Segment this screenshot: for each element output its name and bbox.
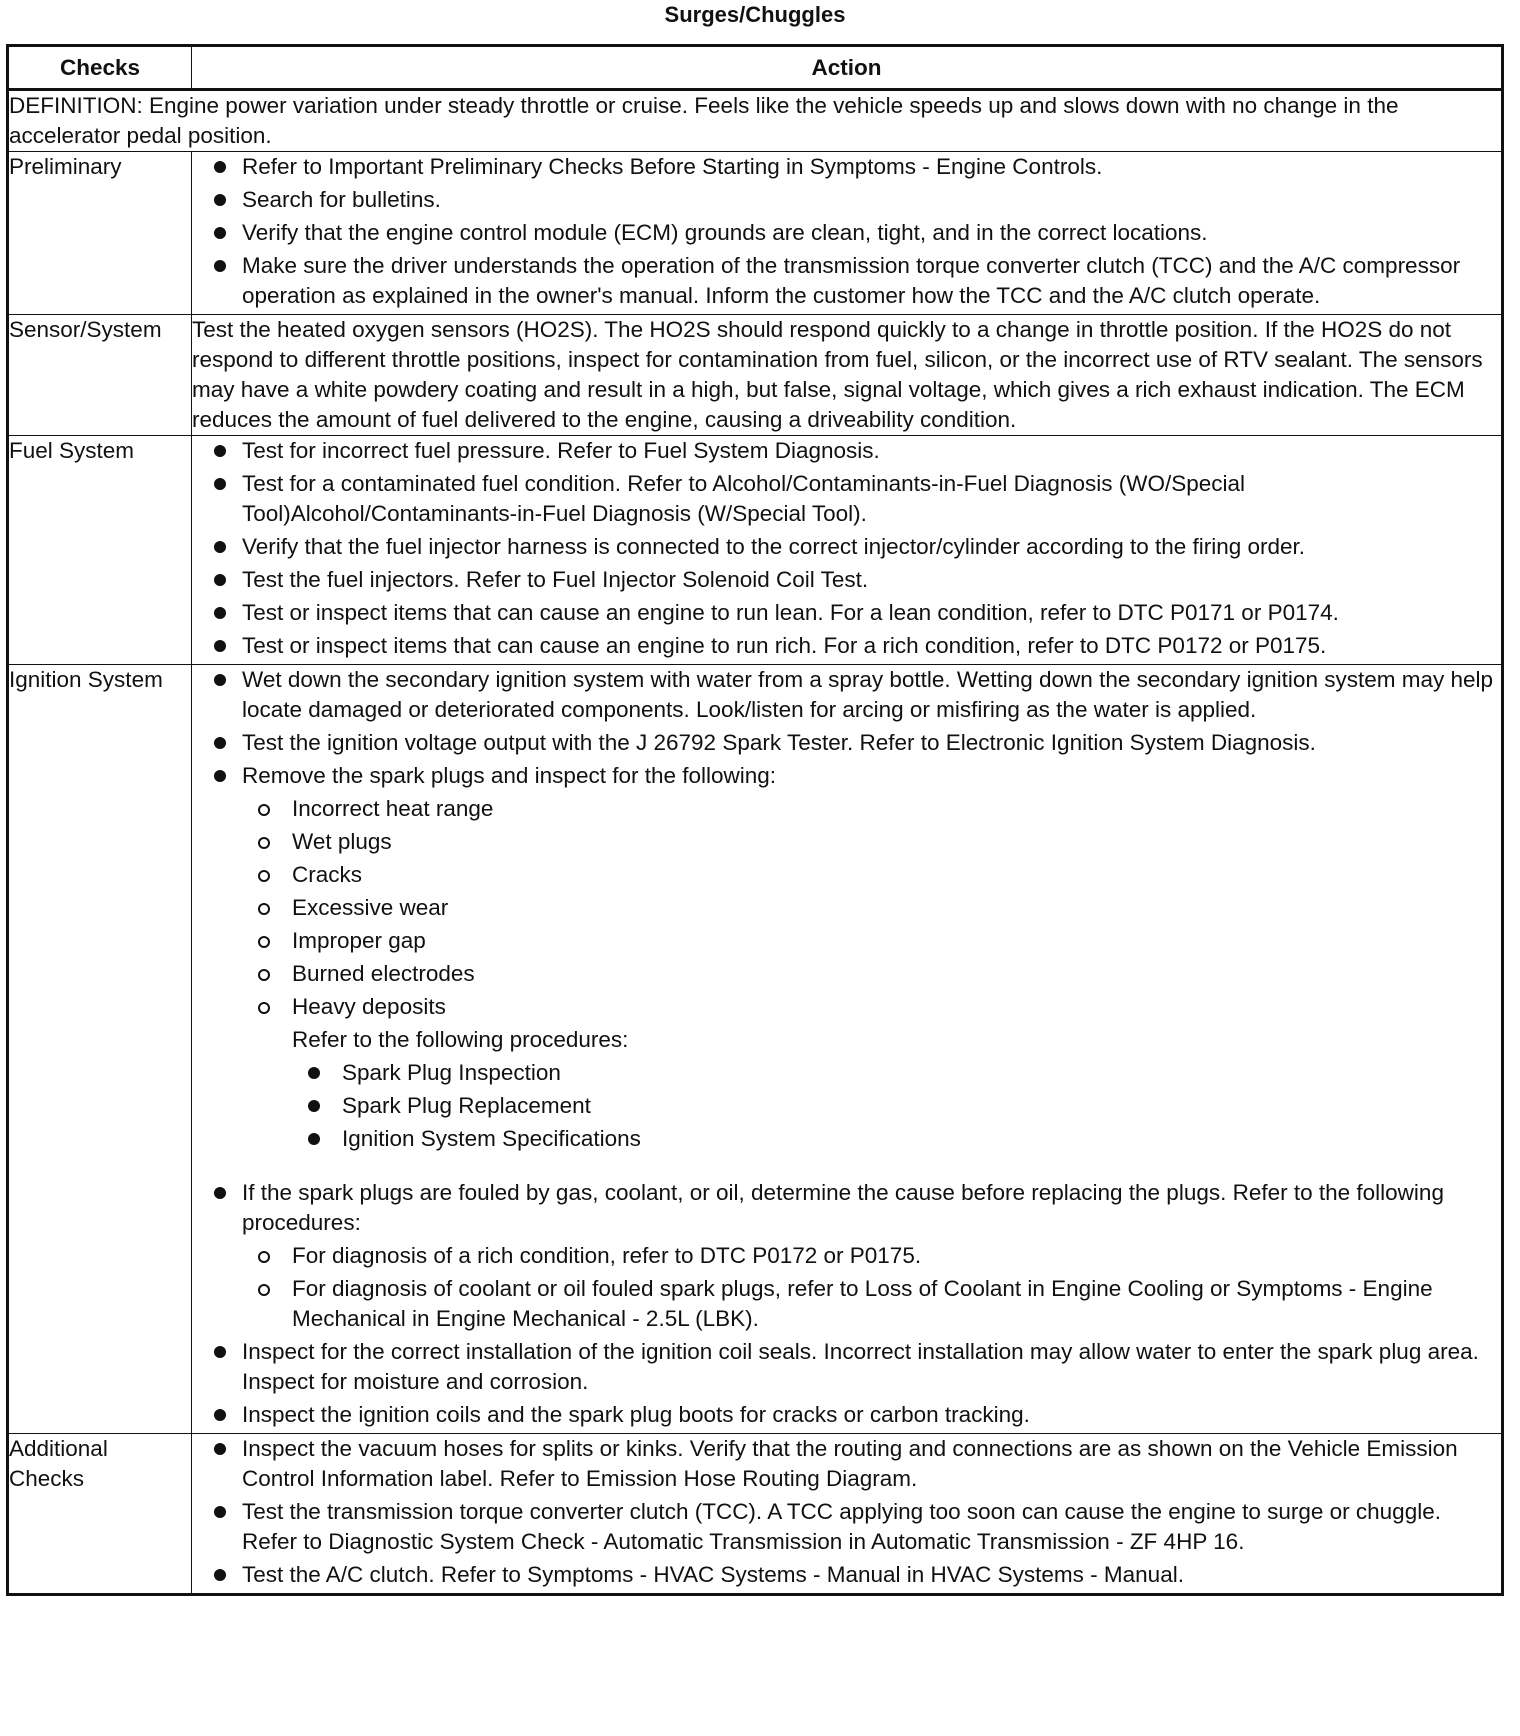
- list-item: Verify that the engine control module (ECM) grounds are clean, tight, and in the correct locations.: [192, 218, 1501, 248]
- sensor-row: [8, 315, 1503, 436]
- list-item: Search for bulletins.: [192, 185, 1501, 215]
- bullet-icon: [214, 770, 226, 782]
- sub-list-item: Heavy deposits: [242, 992, 1501, 1022]
- bullet-icon: [308, 1067, 320, 1079]
- bullet-icon: [214, 227, 226, 239]
- hollow-bullet-icon: [258, 1002, 270, 1014]
- check-label-preliminary: Preliminary: [8, 152, 192, 315]
- hollow-bullet-icon: [258, 1251, 270, 1263]
- preliminary-row: [8, 152, 1503, 315]
- bullet-icon: [214, 607, 226, 619]
- bullet-icon: [214, 674, 226, 686]
- page-title: Surges/Chuggles: [664, 2, 846, 27]
- sub-list-item: Wet plugs: [242, 827, 1501, 857]
- fuel-actions: [192, 436, 1503, 665]
- preliminary-actions: [192, 152, 1503, 315]
- hollow-bullet-icon: [258, 837, 270, 849]
- definition-text: DEFINITION: Engine power variation under steady throttle or cruise. Feels like the vehicle speeds up and slows down with no change in the accelerator pedal position.: [8, 90, 1503, 152]
- fuel-row: [8, 436, 1503, 665]
- bullet-icon: [214, 541, 226, 553]
- list-item: Test or inspect items that can cause an engine to run lean. For a lean condition, refer to DTC P0171 or P0174.: [192, 598, 1501, 628]
- hollow-bullet-icon: [258, 870, 270, 882]
- sub-list-item: Incorrect heat range: [242, 794, 1501, 824]
- check-label-fuel: Fuel System: [8, 436, 192, 665]
- bullet-icon: [214, 161, 226, 173]
- procedure-item: Ignition System Specifications: [242, 1124, 1501, 1154]
- definition-row: [8, 90, 1503, 152]
- list-item: Test for incorrect fuel pressure. Refer to Fuel System Diagnosis.: [192, 436, 1501, 466]
- bullet-icon: [214, 1409, 226, 1421]
- hollow-bullet-icon: [258, 903, 270, 915]
- check-label-additional: [8, 1434, 192, 1595]
- bullet-icon: [308, 1100, 320, 1112]
- bullet-icon: [214, 737, 226, 749]
- sub-list-item: Improper gap: [242, 926, 1501, 956]
- list-item: Test the fuel injectors. Refer to Fuel Injector Solenoid Coil Test.: [192, 565, 1501, 595]
- bullet-icon: [214, 478, 226, 490]
- list-item: Inspect the ignition coils and the spark plug boots for cracks or carbon tracking.: [192, 1400, 1501, 1430]
- list-item: Test the ignition voltage output with the J 26792 Spark Tester. Refer to Electronic Ignition System Diagnosis.: [192, 728, 1501, 758]
- ignition-actions: [192, 665, 1503, 1434]
- procedure-item: Spark Plug Inspection: [242, 1058, 1501, 1088]
- diagnosis-table: [6, 44, 1504, 1596]
- sub-list-item: Burned electrodes: [242, 959, 1501, 989]
- hollow-bullet-icon: [258, 936, 270, 948]
- list-item: Wet down the secondary ignition system with water from a spray bottle. Wetting down the secondary ignition system may help locate damaged or deteriorated components. Look/listen for arcing or misfiring as the water is applied.: [192, 665, 1501, 725]
- sub-list-item: Excessive wear: [242, 893, 1501, 923]
- additional-actions: [192, 1434, 1503, 1595]
- list-item: Test the A/C clutch. Refer to Symptoms - HVAC Systems - Manual in HVAC Systems - Manual.: [192, 1560, 1501, 1590]
- bullet-icon: [214, 1569, 226, 1581]
- bullet-icon: [214, 445, 226, 457]
- hollow-bullet-icon: [258, 969, 270, 981]
- bullet-icon: [214, 1443, 226, 1455]
- checks-header: Checks: [8, 46, 192, 90]
- list-item: Make sure the driver understands the operation of the transmission torque converter clutch (TCC) and the A/C compressor operation as explained in the owner's manual. Inform the customer how the TCC and the A/C clutch operate.: [192, 251, 1501, 311]
- bullet-icon: [214, 640, 226, 652]
- action-header: Action: [192, 46, 1503, 90]
- bullet-icon: [308, 1133, 320, 1145]
- list-item: Remove the spark plugs and inspect for the following: Incorrect heat range Wet plugs Cracks Excessive wear Improper gap Burned electrodes Heavy deposits Refer to the following procedures: Spark Plug Inspection Spark Plug Replacement Ignition System Specifications: [192, 761, 1501, 1154]
- hollow-bullet-icon: [258, 1284, 270, 1296]
- sensor-action-text: Test the heated oxygen sensors (HO2S). The HO2S should respond quickly to a change in throttle position. If the HO2S do not respond to different throttle positions, inspect for contamination from fuel, silicon, or the incorrect use of RTV sealant. The sensors may have a white powdery coating and result in a high, but false, signal voltage, which gives a rich exhaust indication. The ECM reduces the amount of fuel delivered to the engine, causing a driveability condition.: [192, 315, 1503, 436]
- hollow-bullet-icon: [258, 804, 270, 816]
- sub-list-item: For diagnosis of coolant or oil fouled spark plugs, refer to Loss of Coolant in Engine Cooling or Symptoms - Engine Mechanical in Engine Mechanical - 2.5L (LBK).: [242, 1274, 1501, 1334]
- list-item: Test or inspect items that can cause an engine to run rich. For a rich condition, refer to DTC P0172 or P0175.: [192, 631, 1501, 661]
- bullet-icon: [214, 574, 226, 586]
- list-item: Refer to Important Preliminary Checks Before Starting in Symptoms - Engine Controls.: [192, 152, 1501, 182]
- list-item: Test for a contaminated fuel condition. Refer to Alcohol/Contaminants-in-Fuel Diagnosis (WO/Special Tool)Alcohol/Contaminants-in-Fuel Diagnosis (W/Special Tool).: [192, 469, 1501, 529]
- bullet-icon: [214, 1506, 226, 1518]
- procedure-item: Spark Plug Replacement: [242, 1091, 1501, 1121]
- sub-list-item: For diagnosis of a rich condition, refer to DTC P0172 or P0175.: [242, 1241, 1501, 1271]
- additional-label-line1: Additional: [9, 1436, 108, 1461]
- additional-row: [8, 1434, 1503, 1595]
- check-label-ignition: Ignition System: [8, 665, 192, 1434]
- list-item: Test the transmission torque converter clutch (TCC). A TCC applying too soon can cause the engine to surge or chuggle. Refer to Diagnostic System Check - Automatic Transmission in Automatic Transmission - ZF 4HP 16.: [192, 1497, 1501, 1557]
- list-item: Inspect the vacuum hoses for splits or kinks. Verify that the routing and connections are as shown on the Vehicle Emission Control Information label. Refer to Emission Hose Routing Diagram.: [192, 1434, 1501, 1494]
- additional-label-line2: Checks: [9, 1466, 85, 1491]
- sub-list-item: Cracks: [242, 860, 1501, 890]
- list-item: Inspect for the correct installation of the ignition coil seals. Incorrect installation may allow water to enter the spark plug area. Inspect for moisture and corrosion.: [192, 1337, 1501, 1397]
- bullet-icon: [214, 194, 226, 206]
- list-item: If the spark plugs are fouled by gas, coolant, or oil, determine the cause before replacing the plugs. Refer to the following procedures: For diagnosis of a rich condition, refer to DTC P0172 or P0175. For diagnosis of coolant or oil fouled spark plugs, refer to Loss of Coolant in Engine Cooling or Symptoms - Engine Mechanical in Engine Mechanical - 2.5L (LBK).: [192, 1178, 1501, 1334]
- list-item: Verify that the fuel injector harness is connected to the correct injector/cylinder according to the firing order.: [192, 532, 1501, 562]
- bullet-icon: [214, 260, 226, 272]
- refer-procedures-text: Refer to the following procedures:: [292, 1027, 629, 1052]
- bullet-icon: [214, 1346, 226, 1358]
- bullet-icon: [214, 1187, 226, 1199]
- ignition-row: [8, 665, 1503, 1434]
- check-label-sensor: Sensor/System: [8, 315, 192, 436]
- header-row: [8, 46, 1503, 90]
